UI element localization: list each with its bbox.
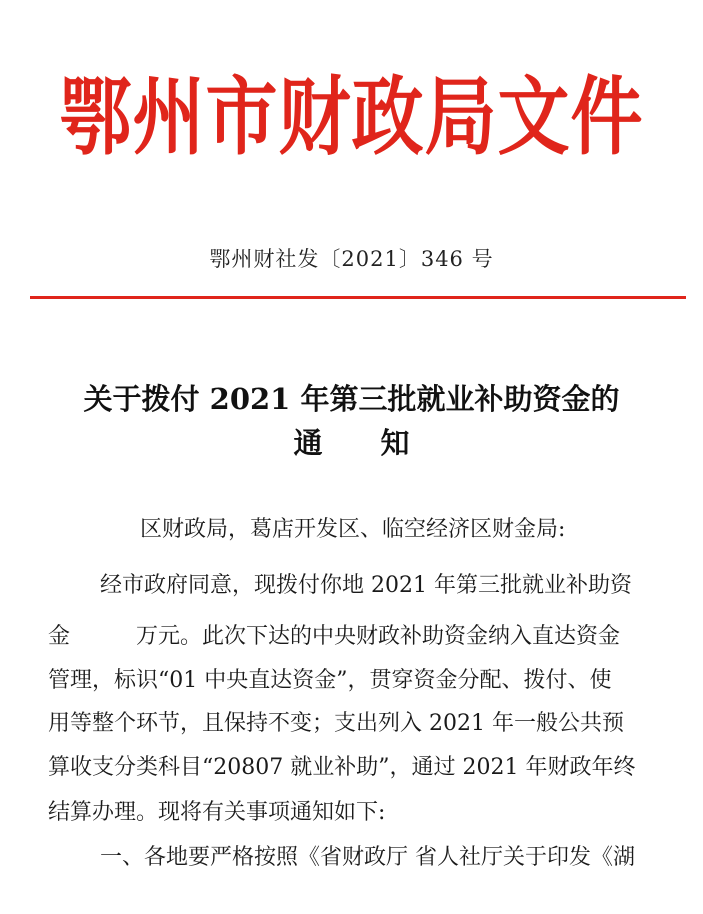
body-line: 管理，标识“01 中央直达资金”，贯穿资金分配、拨付、使 [48, 668, 612, 693]
body-line: 金 万元。此次下达的中央财政补助资金纳入直达资金 [48, 624, 621, 649]
document-header-title: 鄂州市财政局文件 [59, 67, 644, 167]
body-line: 结算办理。现将有关事项通知如下: [48, 800, 386, 825]
body-line-item-one: 一、各地要严格按照《省财政厅 省人社厅关于印发《湖 [100, 845, 635, 870]
document-number: 鄂州财社发〔2021〕346 号 [209, 247, 494, 271]
body-line-recipients: 区财政局，葛店开发区、临空经济区财金局: [140, 517, 566, 542]
red-divider-line [30, 296, 686, 299]
body-line: 算收支分类科目“20807 就业补助”，通过 2021 年财政年终 [48, 755, 636, 780]
notice-title-line-1: 关于拨付 2021 年第三批就业补助资金的 [83, 382, 620, 416]
body-line: 经市政府同意，现拨付你地 2021 年第三批就业补助资 [100, 573, 632, 598]
body-line: 用等整个环节，且保持不变；支出列入 2021 年一般公共预 [48, 711, 624, 736]
notice-title-line-2: 通 知 [293, 426, 410, 460]
